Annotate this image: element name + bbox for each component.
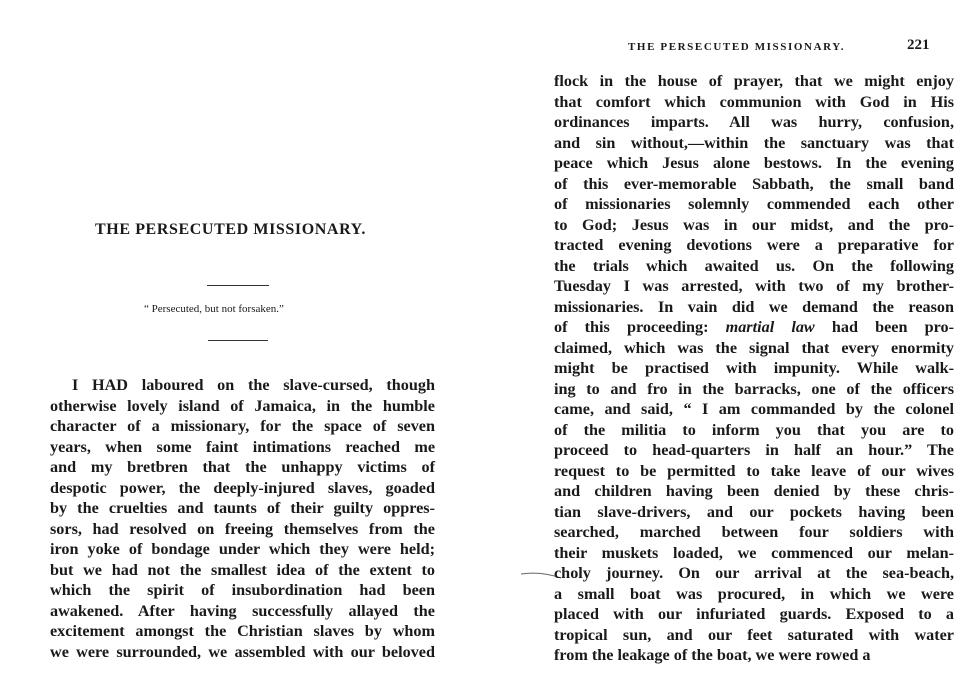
text-line <box>50 375 435 396</box>
left-page <box>40 0 440 684</box>
text-line: iron yoke of bondage under which they were held; <box>50 540 435 558</box>
text-line: of this ever-memorable Sabbath, the small band <box>554 174 954 193</box>
text-line: which the spirit of insubordination had been <box>50 581 435 599</box>
text-line: peace which Jesus alone bestows. In the evening <box>554 154 954 172</box>
text-line: that comfort which communion with God in His <box>554 92 954 111</box>
text-line: and my bretbren that the unhappy victims of <box>50 458 435 476</box>
chapter-title: THE PERSECUTED MISSIONARY. <box>95 221 366 238</box>
italic-phrase: martial law <box>725 318 815 336</box>
text-line: to God; Jesus was in our midst, and the pro- <box>554 215 954 234</box>
text-line: we were surrounded, we assembled with our beloved <box>50 642 435 661</box>
text-line: flock in the house of prayer, that we might enjoy <box>554 72 954 90</box>
text-line: might be practised with impunity. While walk- <box>554 359 954 377</box>
text-line: character of a missionary, for the space of seven <box>50 417 435 435</box>
text-line: and sin without,—within the sanctuary was that <box>554 133 954 152</box>
text-segment: of this proceeding: <box>554 318 726 336</box>
text-line: their muskets loaded, we commenced our melan- <box>554 543 954 562</box>
text-segment: had been pro- <box>814 318 954 336</box>
page-number: 221 <box>907 37 930 53</box>
ornamental-rule-top <box>207 285 269 286</box>
text-line: choly journey. On our arrival at the sea-beach, <box>554 564 954 582</box>
epigraph: “ Persecuted, but not forsaken.” <box>144 303 284 315</box>
opening-letter: I <box>72 376 93 394</box>
left-page-body <box>50 375 435 662</box>
ornamental-rule-bottom <box>208 340 268 341</box>
right-page <box>548 0 968 684</box>
text-line: tian slave-drivers, and our pockets having been <box>554 502 954 521</box>
text-line: Tuesday I was arrested, with two of my brother- <box>554 277 954 295</box>
text-line <box>554 317 954 338</box>
text-line: despotic power, the deeply-injured slaves, goaded <box>50 478 435 497</box>
text-line: tracted evening devotions were a preparative for <box>554 236 954 254</box>
text-line: otherwise lovely island of Jamaica, in the humble <box>50 396 435 415</box>
text-line: ing to and fro in the barracks, one of the officers <box>554 379 954 398</box>
text-line: missionaries. In vain did we demand the reason <box>554 297 954 316</box>
text-line: by the cruelties and taunts of their guilty oppres- <box>50 499 435 517</box>
text-line: the trials which awaited us. On the following <box>554 256 954 275</box>
text-line: awakened. After having successfully allayed the <box>50 601 435 620</box>
text-line: excitement amongst the Christian slaves by whom <box>50 622 435 640</box>
opening-word: HAD <box>92 376 128 394</box>
text-line: years, when some faint intimations reached me <box>50 437 435 456</box>
text-line: ordinances imparts. All was hurry, confusion, <box>554 113 954 131</box>
text-line: came, and said, “ I am commanded by the colonel <box>554 400 954 418</box>
text-line: of the militia to inform you that you are to <box>554 420 954 439</box>
text-line: a small boat was procured, in which we were <box>554 584 954 603</box>
text-line: placed with our infuriated guards. Exposed to a <box>554 605 954 623</box>
text-line: request to be permitted to take leave of our wives <box>554 461 954 480</box>
text-line: but we had not the smallest idea of the extent to <box>50 560 435 579</box>
text-line: searched, marched between four soldiers with <box>554 523 954 541</box>
text-line: claimed, which was the signal that every enormity <box>554 338 954 357</box>
text-line: and children having been denied by these chris- <box>554 482 954 500</box>
running-head: THE PERSECUTED MISSIONARY. <box>628 41 846 53</box>
text-line-rest: laboured on the slave-cursed, though <box>128 376 435 394</box>
text-line: proceed to head-quarters in half an hour.” The <box>554 441 954 459</box>
text-line: sors, had resolved on freeing themselves from the <box>50 519 435 538</box>
text-line: of missionaries solemnly commended each other <box>554 195 954 213</box>
text-line: from the leakage of the boat, we were rowed a <box>554 646 871 664</box>
right-page-body <box>554 71 954 666</box>
text-line: tropical sun, and our feet saturated with water <box>554 625 954 644</box>
